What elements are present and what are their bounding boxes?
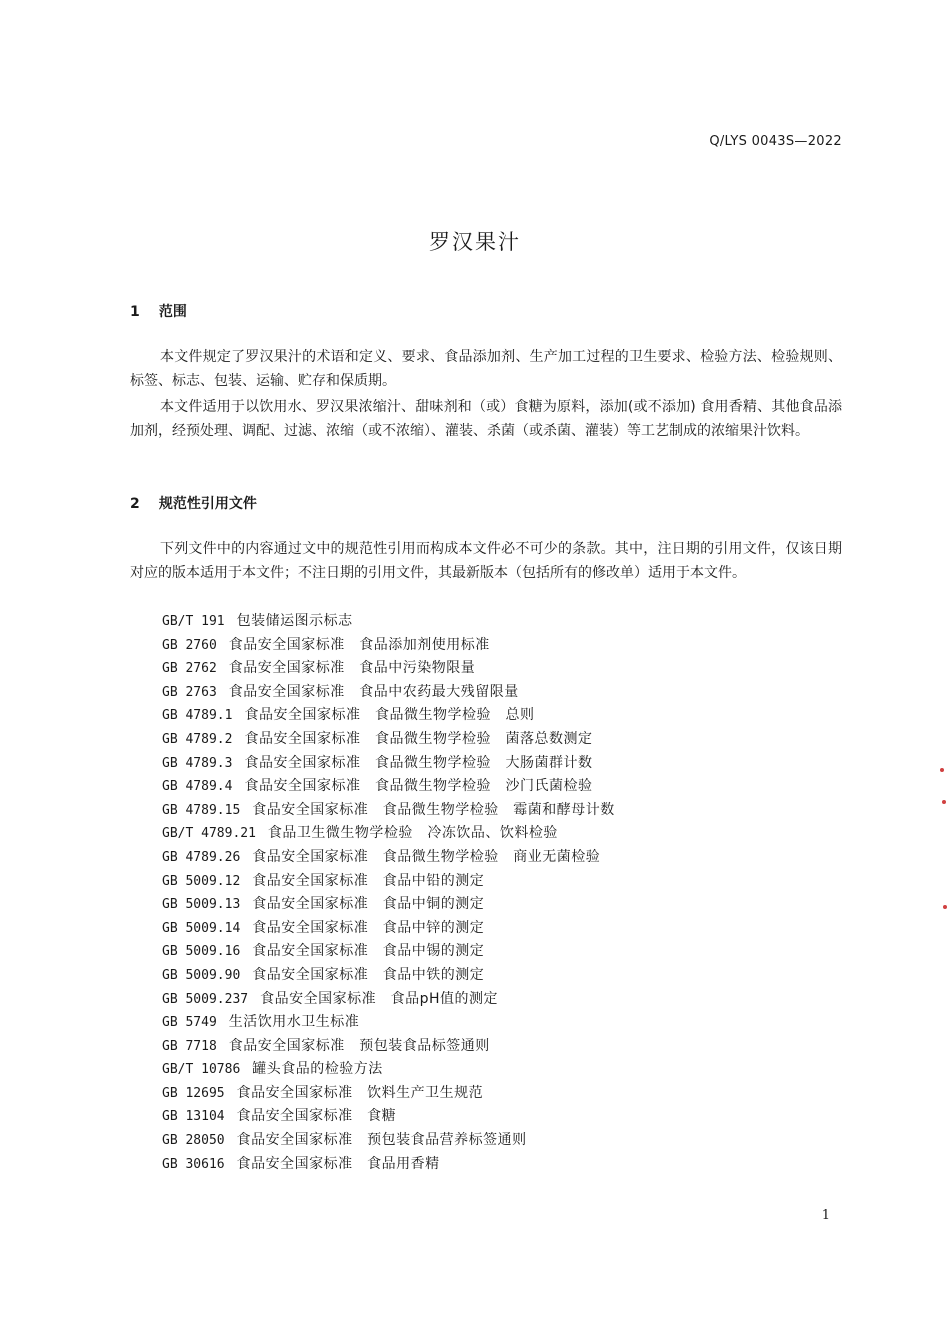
reference-item xyxy=(162,917,615,941)
reference-title: 罐头食品的检验方法 xyxy=(252,1061,383,1078)
reference-item xyxy=(162,964,615,988)
scan-mark xyxy=(940,768,944,772)
reference-item xyxy=(162,822,615,846)
reference-code: GB/T 10786 xyxy=(162,1062,241,1078)
reference-code: GB 5009.13 xyxy=(162,897,241,913)
reference-code: GB 4789.15 xyxy=(162,802,241,818)
reference-item xyxy=(162,870,615,894)
reference-code: GB 13104 xyxy=(162,1109,225,1125)
reference-code: GB 4789.2 xyxy=(162,731,233,747)
reference-title: 食品安全国家标准 食品添加剂使用标准 xyxy=(228,636,490,653)
reference-item xyxy=(162,1082,615,1106)
reference-item xyxy=(162,1153,615,1177)
reference-code: GB 12695 xyxy=(162,1085,225,1101)
reference-item xyxy=(162,657,615,681)
reference-list xyxy=(162,610,615,1176)
section-title: 范围 xyxy=(158,304,187,320)
reference-title: 食品安全国家标准 食品中污染物限量 xyxy=(228,660,476,677)
scan-mark xyxy=(943,905,947,909)
reference-title: 食品安全国家标准 食品微生物学检验 沙门氏菌检验 xyxy=(244,778,593,795)
reference-title: 食品安全国家标准 食品微生物学检验 总则 xyxy=(244,707,535,724)
reference-title: 食品安全国家标准 食品微生物学检验 霉菌和酵母计数 xyxy=(252,801,615,818)
reference-code: GB 5749 xyxy=(162,1015,217,1031)
reference-code: GB/T 4789.21 xyxy=(162,826,256,842)
section-number: 2 xyxy=(130,496,140,512)
reference-item xyxy=(162,1105,615,1129)
reference-code: GB 2763 xyxy=(162,684,217,700)
reference-code: GB 30616 xyxy=(162,1156,225,1172)
reference-title: 食品安全国家标准 预包装食品营养标签通则 xyxy=(236,1132,527,1149)
reference-title: 食品安全国家标准 食品中铅的测定 xyxy=(252,872,485,889)
reference-item xyxy=(162,775,615,799)
reference-code: GB 4789.3 xyxy=(162,755,233,771)
reference-item xyxy=(162,752,615,776)
reference-item xyxy=(162,610,615,634)
reference-item xyxy=(162,940,615,964)
reference-title: 食品安全国家标准 饮料生产卫生规范 xyxy=(236,1084,484,1101)
reference-item xyxy=(162,681,615,705)
reference-code: GB/T 191 xyxy=(162,614,225,629)
scan-mark xyxy=(942,800,946,804)
reference-code: GB 4789.4 xyxy=(162,779,233,795)
document-title: 罗汉果汁 xyxy=(429,230,521,254)
reference-title: 食品安全国家标准 食品微生物学检验 大肠菌群计数 xyxy=(244,754,593,771)
reference-item xyxy=(162,1011,615,1035)
reference-code: GB 2762 xyxy=(162,661,217,677)
reference-title: 食品安全国家标准 食品pH值的测定 xyxy=(260,990,499,1007)
scope-paragraph-2: 本文件适用于以饮用水、罗汉果浓缩汁、甜味剂和（或）食糖为原料，添加(或不添加) 食用香精、其他食品添加剂，经预处理、调配、过滤、浓缩（或不浓缩）、灌装、杀菌（或杀菌、灌装）等工艺制成的浓缩果汁饮料。 xyxy=(130,399,842,439)
reference-code: GB 5009.16 xyxy=(162,944,241,960)
reference-code: GB 2760 xyxy=(162,637,217,653)
reference-title: 食品安全国家标准 食品中锌的测定 xyxy=(252,919,485,936)
reference-item xyxy=(162,634,615,658)
reference-title: 包装储运图示标志 xyxy=(236,613,353,629)
scope-paragraph-1: 本文件规定了罗汉果汁的术语和定义、要求、食品添加剂、生产加工过程的卫生要求、检验方法、检验规则、标签、标志、包装、运输、贮存和保质期。 xyxy=(130,349,842,389)
reference-title: 食品安全国家标准 预包装食品标签通则 xyxy=(228,1037,490,1054)
page-number: 1 xyxy=(821,1208,830,1223)
reference-title: 食品安全国家标准 食糖 xyxy=(236,1108,397,1125)
section-title: 规范性引用文件 xyxy=(158,496,257,512)
reference-title: 食品安全国家标准 食品中铁的测定 xyxy=(252,966,485,983)
reference-title: 食品安全国家标准 食品中农药最大残留限量 xyxy=(228,683,519,700)
references-intro-paragraph: 下列文件中的内容通过文中的规范性引用而构成本文件必不可少的条款。其中，注日期的引用文件，仅该日期对应的版本适用于本文件；不注日期的引用文件，其最新版本（包括所有的修改单）适用于本文件。 xyxy=(130,541,842,581)
reference-title: 生活饮用水卫生标准 xyxy=(228,1014,360,1031)
reference-title: 食品安全国家标准 食品用香精 xyxy=(236,1155,440,1172)
reference-item xyxy=(162,728,615,752)
reference-item xyxy=(162,1129,615,1153)
reference-code: GB 5009.237 xyxy=(162,991,249,1007)
reference-item xyxy=(162,1058,615,1082)
reference-title: 食品安全国家标准 食品微生物学检验 商业无菌检验 xyxy=(252,848,601,865)
reference-code: GB 28050 xyxy=(162,1133,225,1149)
reference-code: GB 4789.26 xyxy=(162,849,241,865)
reference-code: GB 5009.90 xyxy=(162,967,241,983)
section-number: 1 xyxy=(130,304,140,320)
reference-code: GB 5009.14 xyxy=(162,920,241,936)
section-heading-scope xyxy=(130,301,187,321)
reference-title: 食品卫生微生物学检验 冷冻饮品、饮料检验 xyxy=(267,825,558,842)
reference-title: 食品安全国家标准 食品微生物学检验 菌落总数测定 xyxy=(244,730,593,747)
reference-code: GB 4789.1 xyxy=(162,708,233,724)
section-heading-normative-references xyxy=(130,493,257,513)
reference-item xyxy=(162,704,615,728)
reference-item xyxy=(162,1035,615,1059)
reference-item xyxy=(162,799,615,823)
reference-item xyxy=(162,988,615,1012)
document-code: Q/LYS 0043S—2022 xyxy=(709,134,842,149)
reference-code: GB 5009.12 xyxy=(162,873,241,889)
reference-item xyxy=(162,893,615,917)
reference-title: 食品安全国家标准 食品中锡的测定 xyxy=(252,943,485,960)
reference-code: GB 7718 xyxy=(162,1038,217,1054)
reference-title: 食品安全国家标准 食品中铜的测定 xyxy=(252,896,485,913)
reference-item xyxy=(162,846,615,870)
